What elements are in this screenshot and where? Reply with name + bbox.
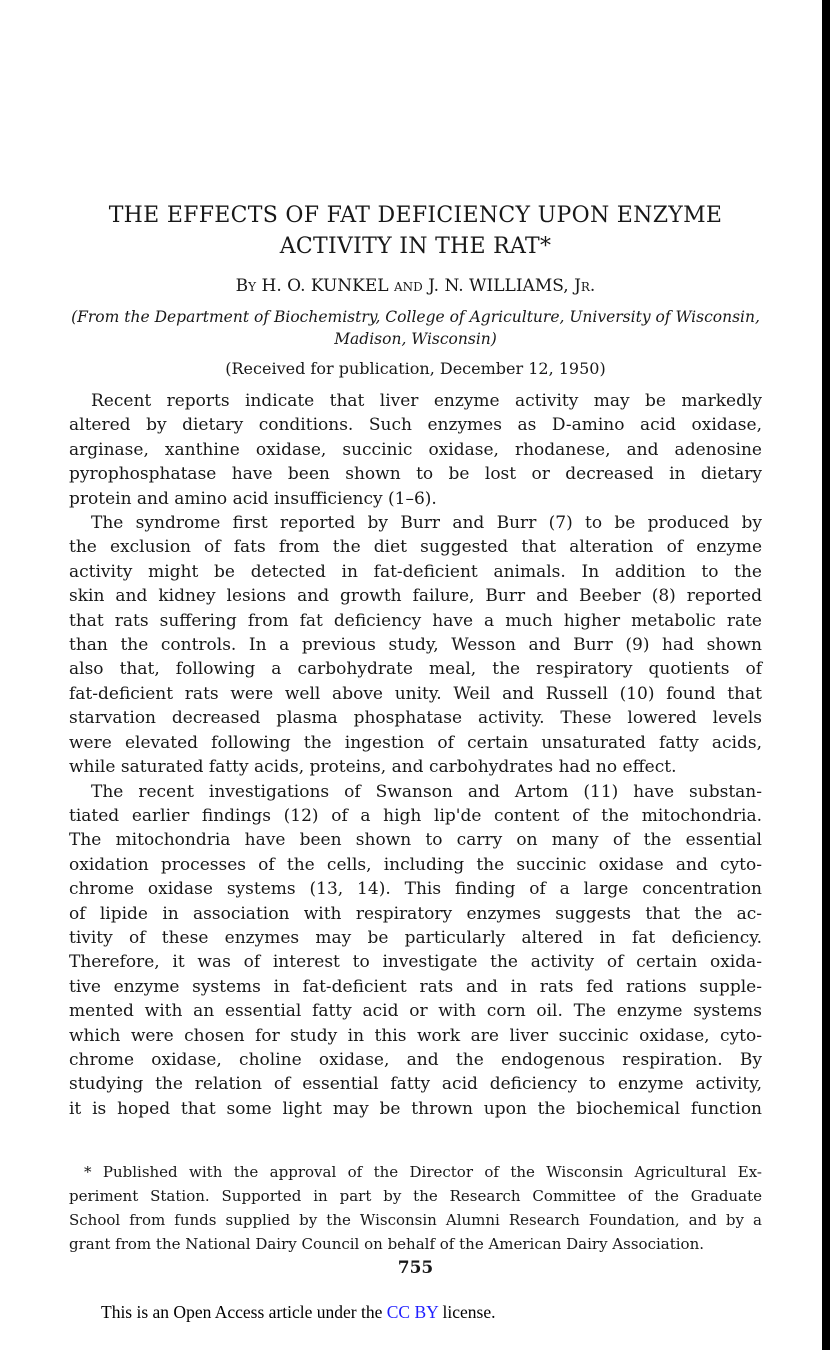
text-line: while saturated fatty acids, proteins, and carbohydrates had no effect.	[69, 757, 677, 778]
article-title	[69, 200, 762, 262]
paragraph-2	[69, 511, 762, 779]
paragraph-3	[69, 780, 762, 1122]
text-line: of lipide in association with respiratory enzymes suggests that the ac-	[69, 903, 762, 924]
text-line: chrome oxidase, choline oxidase, and the endogenous respiration. By	[69, 1049, 762, 1070]
text-line: * Published with the approval of the Director of the Wisconsin Agricultural Ex-	[84, 1163, 762, 1182]
text-line: pyrophosphatase have been shown to be lost or decreased in dietary	[69, 464, 762, 485]
text-line: altered by dietary conditions. Such enzymes as D-amino acid oxidase,	[69, 415, 762, 436]
text-line: fat-deficient rats were well above unity. Weil and Russell (10) found that	[69, 683, 762, 704]
affiliation	[69, 306, 762, 350]
text-line: mented with an essential fatty acid or with corn oil. The enzyme systems	[69, 1001, 762, 1022]
text-line: also that, following a carbohydrate meal, the respiratory quotients of	[69, 659, 762, 680]
article-content	[69, 0, 762, 1323]
text-line: tivity of these enzymes may be particularly altered in fat deficiency.	[69, 927, 762, 948]
open-access-footer	[101, 1302, 762, 1323]
scan-edge-bar	[822, 0, 830, 1350]
title-line-2: ACTIVITY IN THE RAT*	[279, 234, 552, 259]
affiliation-line-2: Madison, Wisconsin)	[334, 330, 497, 348]
text-line: periment Station. Supported in part by the Research Committee of the Graduate	[69, 1186, 762, 1205]
text-line: than the controls. In a previous study, Wesson and Burr (9) had shown	[69, 635, 762, 656]
text-line: oxidation processes of the cells, including the succinic oxidase and cyto-	[69, 854, 762, 875]
text-line: grant from the National Dairy Council on behalf of the American Dairy Association.	[69, 1234, 704, 1253]
text-line: Recent reports indicate that liver enzyme activity may be markedly	[91, 391, 762, 411]
text-line: Therefore, it was of interest to investigate the activity of certain oxida-	[69, 952, 762, 973]
text-line: The recent investigations of Swanson and Artom (11) have substan-	[91, 781, 762, 802]
text-line: arginase, xanthine oxidase, succinic oxidase, rhodanese, and adenosine	[69, 439, 762, 460]
text-line: activity might be detected in fat-deficient animals. In addition to the	[69, 561, 762, 582]
byline: By H. O. KUNKEL and J. N. WILLIAMS, Jr.	[235, 276, 596, 296]
paragraph-1	[69, 389, 762, 511]
text-line: skin and kidney lesions and growth failure, Burr and Beeber (8) reported	[69, 586, 762, 607]
text-line: tive enzyme systems in fat-deficient rats and in rats fed rations supple-	[69, 976, 762, 997]
text-line: which were chosen for study in this work are liver succinic oxidase, cyto-	[69, 1025, 762, 1046]
article-body	[69, 389, 762, 1121]
title-line-1: THE EFFECTS OF FAT DEFICIENCY UPON ENZYME	[108, 203, 723, 228]
received-note: (Received for publication, December 12, 1950)	[225, 359, 606, 378]
affiliation-line-1: (From the Department of Biochemistry, College of Agriculture, University of Wisconsin,	[71, 308, 760, 326]
text-line: The syndrome first reported by Burr and Burr (7) to be produced by	[91, 513, 762, 534]
text-line: starvation decreased plasma phosphatase activity. These lowered levels	[69, 708, 762, 729]
page-number: 755	[397, 1258, 434, 1279]
text-line: protein and amino acid insufficiency (1–6).	[69, 488, 437, 509]
text-line: School from funds supplied by the Wisconsin Alumni Research Foundation, and by a	[69, 1210, 762, 1229]
cc-by-link[interactable]: CC BY	[386, 1302, 439, 1323]
text-line: The mitochondria have been shown to carry on many of the essential	[69, 830, 762, 851]
text-line: chrome oxidase systems (13, 14). This finding of a large concentration	[69, 879, 762, 900]
open-access-text-prefix: This is an Open Access article under the	[101, 1302, 387, 1323]
text-line: tiated earlier findings (12) of a high lip'de content of the mitochondria.	[69, 805, 762, 826]
text-line: it is hoped that some light may be thrown upon the biochemical function	[69, 1098, 762, 1119]
text-line: studying the relation of essential fatty acid deficiency to enzyme activity,	[69, 1074, 762, 1095]
text-line: the exclusion of fats from the diet suggested that alteration of enzyme	[69, 537, 762, 558]
footnote	[69, 1161, 762, 1256]
open-access-text-suffix: license.	[438, 1302, 496, 1323]
text-line: were elevated following the ingestion of certain unsaturated fatty acids,	[69, 732, 762, 753]
text-line: that rats suffering from fat deficiency have a much higher metabolic rate	[69, 610, 762, 631]
